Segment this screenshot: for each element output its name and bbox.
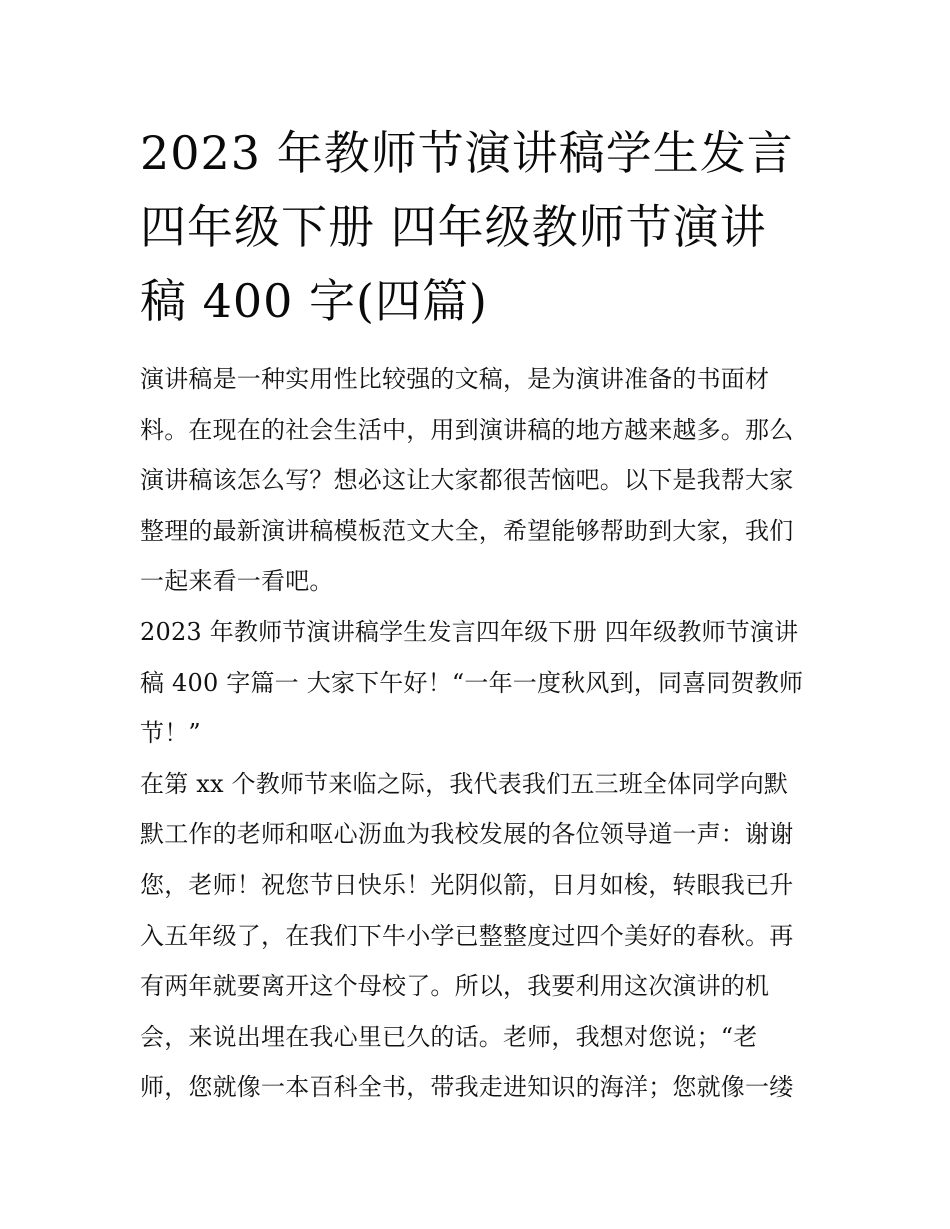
body-line: 演讲稿是一种实用性比较强的文稿，是为演讲准备的书面材 [140,365,770,393]
title-line-3: 稿 400 字(四篇) [140,274,488,328]
body-line: 一起来看一看吧。 [140,567,334,596]
body-line: 有两年就要离开这个母校了。所以，我要利用这次演讲的机 [140,972,770,1001]
body-line: 整理的最新演讲稿模板范文大全，希望能够帮助到大家，我们 [140,516,794,545]
title-line-2: 四年级下册 四年级教师节演讲 [140,200,767,254]
title-line-1: 2023 年教师节演讲稿学生发言 [140,126,794,180]
body-line: 稿 400 字篇一 大家下午好！“一年一度秋风到，同喜同贺教师 [140,668,804,697]
body-line: 2023 年教师节演讲稿学生发言四年级下册 四年级教师节演讲 [140,617,799,646]
document-title [140,116,820,338]
body-line: 默工作的老师和呕心沥血为我校发展的各位领导道一声：谢谢 [140,820,794,849]
body-line: 师，您就像一本百科全书，带我走进知识的海洋；您就像一缕 [140,1073,794,1102]
body-line: 入五年级了，在我们下牛小学已整整度过四个美好的春秋。再 [140,921,794,950]
body-line: 在第 xx 个教师节来临之际，我代表我们五三班全体同学向默 [140,769,789,798]
body-line: 会，来说出埋在我心里已久的话。老师，我想对您说；“老 [140,1022,758,1051]
document-body [140,354,820,1113]
body-line: 演讲稿该怎么写？想必这让大家都很苦恼吧。以下是我帮大家 [140,466,794,495]
body-line: 料。在现在的社会生活中，用到演讲稿的地方越来越多。那么 [140,415,794,444]
body-line: 节！” [140,719,201,748]
body-line: 您，老师！祝您节日快乐！光阴似箭，日月如梭，转眼我已升 [140,870,794,899]
